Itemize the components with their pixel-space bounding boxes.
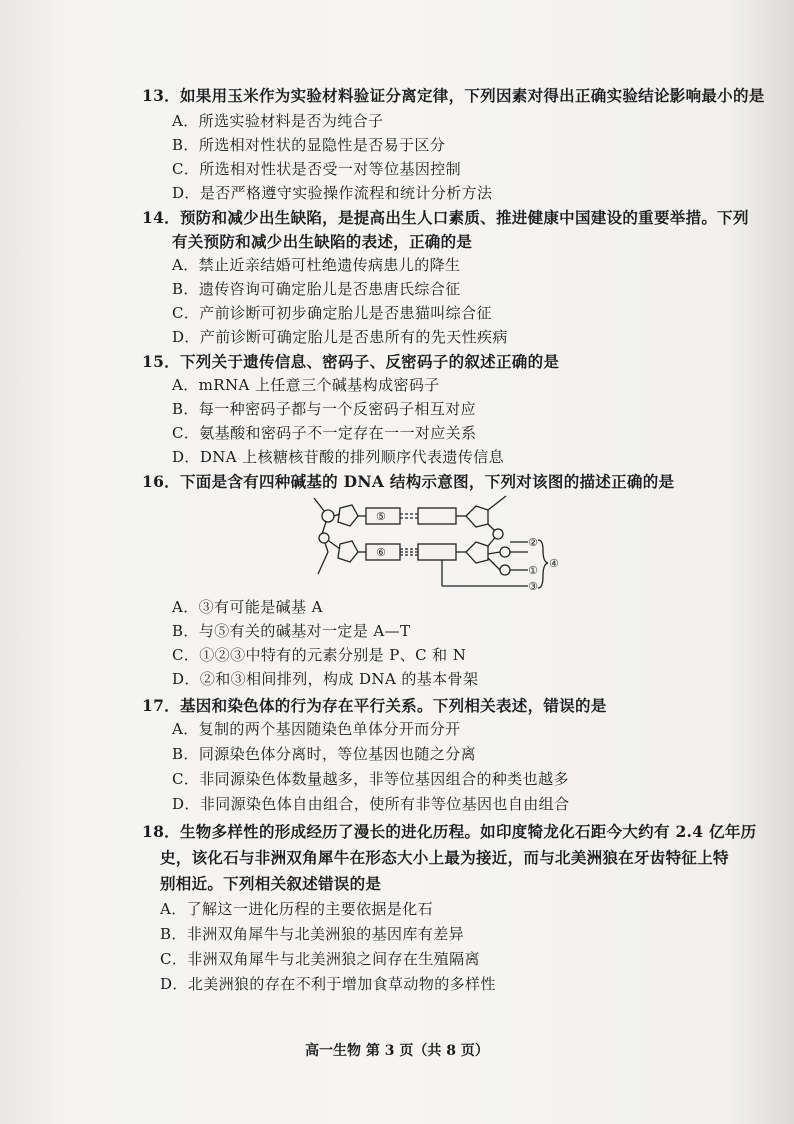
- label-5: ⑤: [376, 510, 386, 523]
- question-16-option-b: B．与⑤有关的碱基对一定是 A—T: [172, 622, 411, 640]
- base-box-right-top: [418, 508, 456, 524]
- label-3: ③: [528, 580, 538, 593]
- question-13-option-c: C．所选相对性状是否受一对等位基因控制: [172, 160, 462, 178]
- deoxyribose-pentagon-4: [466, 542, 488, 563]
- question-17-option-d: D．非同源染色体自由组合，使所有非等位基因也自由组合: [172, 795, 570, 813]
- question-16-option-c: C．①②③中特有的元素分别是 P、C 和 N: [172, 646, 467, 664]
- question-14-option-d: D．产前诊断可确定胎儿是否患所有的先天性疾病: [172, 328, 508, 346]
- question-14-option-c: C．产前诊断可初步确定胎儿是否患猫叫综合征: [172, 304, 492, 322]
- question-18-stem-line-2: 史，该化石与非洲双角犀牛在形态大小上最为接近，而与北美洲狼在牙齿特征上特: [160, 848, 729, 867]
- question-15-option-c: C．氨基酸和密码子不一定存在一一对应关系: [172, 424, 477, 442]
- deoxyribose-pentagon-1: [338, 505, 358, 526]
- question-13-option-d: D．是否严格遵守实验操作流程和统计分析方法: [172, 184, 493, 202]
- page-footer: 高一生物 第 3 页（共 8 页）: [305, 1043, 489, 1059]
- question-18-option-b: B．非洲双角犀牛与北美洲狼的基因库有差异: [160, 925, 465, 943]
- question-13-option-b: B．所选相对性状的显隐性是否易于区分: [172, 136, 446, 154]
- question-17-option-b: B．同源染色体分离时，等位基因也随之分离: [172, 745, 477, 763]
- left-backbone-line: [318, 552, 328, 574]
- question-16-option-d: D．②和③相间排列，构成 DNA 的基本骨架: [172, 670, 479, 688]
- question-18-option-a: A．了解这一进化历程的主要依据是化石: [160, 900, 434, 918]
- question-14-stem-line-2: 有关预防和减少出生缺陷的表述，正确的是: [172, 232, 473, 251]
- question-15-stem: 15．下列关于遗传信息、密码子、反密码子的叙述正确的是: [142, 352, 560, 371]
- question-15-option-a: A．mRNA 上任意三个碱基构成密码子: [172, 376, 440, 394]
- question-14-option-a: A．禁止近亲结婚可杜绝遗传病患儿的降生: [172, 256, 461, 274]
- phosphate-circle-4: [500, 547, 510, 557]
- phosphate-circle-1: [322, 510, 334, 522]
- question-17-option-c: C．非同源染色体数量越多，非等位基因组合的种类也越多: [172, 770, 569, 788]
- question-17-stem: 17．基因和染色体的行为存在平行关系。下列相关表述，错误的是: [142, 696, 607, 715]
- question-14-option-b: B．遗传咨询可确定胎儿是否患唐氏综合征: [172, 280, 461, 298]
- question-18-stem-line-1: 18．生物多样性的形成经历了漫长的进化历程。如印度犄龙化石距今大约有 2.4 亿年历: [142, 822, 757, 841]
- phosphate-circle-2: [319, 533, 329, 543]
- label-1: ①: [528, 564, 538, 577]
- phosphate-circle-3: [493, 529, 503, 539]
- deoxyribose-pentagon-3: [466, 506, 488, 527]
- question-17-option-a: A．复制的两个基因随染色单体分开而分开: [172, 720, 461, 738]
- question-13-stem: 13．如果用玉米作为实验材料验证分离定律，下列因素对得出正确实验结论影响最小的是: [142, 86, 765, 105]
- question-13-option-a: A．所选实验材料是否为纯合子: [172, 112, 384, 130]
- base-box-right-bottom: [418, 544, 456, 560]
- label-4: ④: [549, 557, 559, 570]
- question-16-stem: 16．下面是含有四种碱基的 DNA 结构示意图，下列对该图的描述正确的是: [142, 472, 675, 491]
- dna-structure-diagram: [300, 494, 560, 594]
- question-18-option-d: D．北美洲狼的存在不利于增加食草动物的多样性: [160, 975, 496, 993]
- question-18-stem-line-3: 别相近。下列相关叙述错误的是: [160, 874, 382, 893]
- deoxyribose-pentagon-2: [338, 541, 358, 562]
- label-6: ⑥: [376, 546, 386, 559]
- question-16-option-a: A．③有可能是碱基 A: [172, 598, 323, 616]
- label-2: ②: [528, 536, 538, 549]
- question-15-option-d: D．DNA 上核糖核苷酸的排列顺序代表遗传信息: [172, 448, 504, 466]
- phosphate-circle-5: [500, 565, 510, 575]
- question-18-option-c: C．非洲双角犀牛与北美洲狼之间存在生殖隔离: [160, 950, 480, 968]
- question-14-stem-line-1: 14．预防和减少出生缺陷，是提高出生人口素质、推进健康中国建设的重要举措。下列: [142, 208, 749, 227]
- question-15-option-b: B．每一种密码子都与一个反密码子相互对应: [172, 400, 477, 418]
